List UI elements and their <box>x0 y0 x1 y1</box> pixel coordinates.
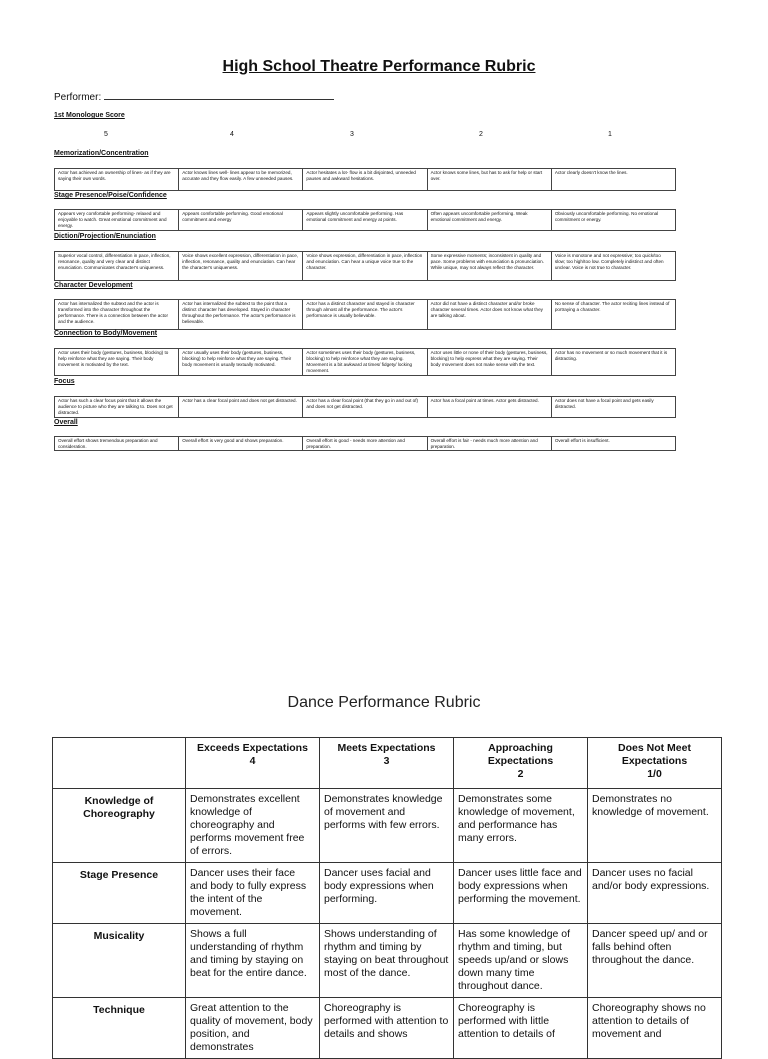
rubric-cell: Appears comfortable performing. Good emotional commitment and energy <box>179 210 303 230</box>
rubric-cell: Actor hesitates a lot- flow is a bit disjointed, unneeded pauses and awkward hesitations. <box>303 169 427 190</box>
dance-header-row <box>53 738 722 789</box>
rubric-cell: Actor does not have a focal point and gets easily distracted. <box>554 398 654 409</box>
table-cell: Has some knowledge of rhythm and timing, but speeds up/and or slows down many time throughout dance. <box>454 924 588 998</box>
section-title: Stage Presence/Poise/Confidence <box>54 192 167 199</box>
rubric-cell: Overall effort is insufficient. <box>554 438 610 443</box>
rubric-cell: Actor has achieved an ownership of lines- as if they are saying their own words. <box>55 169 179 190</box>
rubric-row <box>54 436 676 451</box>
rubric-cell: Actor has internalized the subtext to the point that a distinct character has developed. Stayed in character throughout the performance. The actor's performance is believable. <box>179 300 303 329</box>
performer-label: Performer: <box>54 92 102 103</box>
rubric-cell: Some expressive moments; inconsistent in quality and pace. Some problems with enunciation & pronunciation. While unique, may not always reflect the character. <box>428 252 552 280</box>
rubric-row <box>54 209 676 231</box>
rubric-cell: Appears slightly uncomfortable performing. Has emotional commitment and energy at points. <box>303 210 427 230</box>
rubric-cell: Actor has no movement or so much movement that it is distracting. <box>554 350 668 361</box>
performer-blank-line <box>104 90 334 100</box>
table-cell: Dancer uses their face and body to fully express the intent of the movement. <box>186 863 320 924</box>
rubric-cell: Overall effort shows tremendous preparation and consideration. <box>55 437 179 450</box>
score-scale-row <box>54 131 674 141</box>
header-blank <box>53 738 186 789</box>
section-title: Connection to Body/Movement <box>54 330 158 337</box>
rubric-cell: Actor has internalized the subtext and the actor is transformed into the character throughout the performance. There is a connection between the actor and the audience. <box>55 300 179 329</box>
section-title: Memorization/Concentration <box>54 150 149 157</box>
section-title: Diction/Projection/Enunciation <box>54 233 156 240</box>
section-title: Overall <box>54 419 78 426</box>
rubric-cell: Often appears uncomfortable performing. Weak emotional commitment and energy. <box>428 210 552 230</box>
table-cell: Demonstrates excellent knowledge of choreography and performs movement free of errors. <box>186 789 320 863</box>
section-title: Character Development <box>54 282 133 289</box>
header-approaching <box>454 738 588 789</box>
header-label: Approaching Expectations <box>487 742 554 767</box>
table-cell: Dancer uses facial and body expressions when performing. <box>320 863 454 924</box>
table-cell: Dancer uses no facial and/or body expressions. <box>588 863 722 924</box>
rubric-cell: Voice shows expression, differentiation in pace, inflection and enunciation. Can hear a unique voice true to the character. <box>303 252 427 280</box>
score-5: 5 <box>104 131 108 138</box>
table-cell: Choreography shows no attention to details of movement and <box>588 998 722 1059</box>
rubric-cell: Overall effort is good - needs more attention and preparation. <box>303 437 427 450</box>
table-cell: Demonstrates no knowledge of movement. <box>588 789 722 863</box>
table-cell: Shows a full understanding of rhythm and timing by staying on beat for the entire dance. <box>186 924 320 998</box>
rubric-row <box>54 299 676 330</box>
score-3: 3 <box>350 131 354 138</box>
rubric-row <box>54 168 676 191</box>
table-cell: Dancer speed up/ and or falls behind often throughout the dance. <box>588 924 722 998</box>
table-cell: Demonstrates some knowledge of movement, and performance has many errors. <box>454 789 588 863</box>
rubric-cell: Actor clearly doesn't know the lines. <box>554 170 628 175</box>
monologue-score-label: 1st Monologue Score <box>54 112 125 119</box>
rubric-cell: Actor uses little or none of their body (gestures, business, blocking) to help express what they are saying. Their body movement does not make sense with the text. <box>428 349 552 375</box>
performer-field <box>54 90 334 103</box>
criterion-stage-presence: Stage Presence <box>53 863 186 924</box>
table-cell: Shows understanding of rhythm and timing by staying on beat throughout most of the dance. <box>320 924 454 998</box>
rubric-cell: Overall effort is very good and shows preparation. <box>179 437 303 450</box>
header-meets <box>320 738 454 789</box>
rubric-cell: Actor uses their body (gestures, business, blocking) to help reinforce what they are saying. Their body movement is motivated by the text. <box>55 349 179 375</box>
table-row <box>53 924 722 998</box>
rubric-cell: Actor sometimes uses their body (gestures, business, blocking) to help reinforce what they are saying. Movement is a bit awkward at times/ fidgety/ locking movement. <box>303 349 427 375</box>
rubric-cell: Actor has a distinct character and stayed in character through almost all the performance. The actor's performance is usually believable. <box>303 300 427 329</box>
section-title: Focus <box>54 378 75 385</box>
theatre-rubric-title: High School Theatre Performance Rubric <box>222 58 536 75</box>
rubric-cell: Actor has a clear focal point (that they go in and out of) and does not get distracted. <box>303 397 427 417</box>
rubric-cell: Voice shows excellent expression, differentiation in pace, inflection, resonance, quality and enunciation. Can hear the character's uniqueness. <box>179 252 303 280</box>
table-cell: Dancer uses little face and body expressions when performing the movement. <box>454 863 588 924</box>
table-row <box>53 863 722 924</box>
header-label: Meets Expectations <box>337 742 436 754</box>
rubric-row <box>54 348 676 376</box>
header-score: 4 <box>249 755 256 767</box>
score-4: 4 <box>230 131 234 138</box>
criterion-musicality: Musicality <box>53 924 186 998</box>
header-does-not-meet <box>588 738 722 789</box>
rubric-cell: Actor knows some lines, but has to ask for help or start over. <box>428 169 552 190</box>
rubric-cell: Actor did not have a distinct character and/or broke character several times. Actor does not know what they are talking about. <box>428 300 552 329</box>
rubric-cell: Actor has a clear focal point and does not get distracted. <box>179 397 303 417</box>
score-2: 2 <box>479 131 483 138</box>
dance-rubric-table <box>52 737 722 1059</box>
rubric-cell: Voice is monotone and not expressive; too quick/too slow; too high/too low. Completely indistinct and often unclear. Voice is not true to character. <box>554 253 664 270</box>
table-cell: Great attention to the quality of movement, body position, and demonstrates <box>186 998 320 1059</box>
theatre-rubric-page <box>22 40 736 480</box>
table-row <box>53 998 722 1059</box>
rubric-cell: Appears very comfortable performing- relaxed and enjoyable to watch. Great emotional commitment and energy. <box>55 210 179 230</box>
header-score: 1/0 <box>647 768 662 780</box>
rubric-cell: Overall effort is fair - needs much more attention and preparation. <box>428 437 552 450</box>
rubric-row <box>54 251 676 281</box>
rubric-cell: Superior vocal control, differentiation in pace, inflection, resonance, quality and very clear and distinct enunciation. Communicates character's uniqueness. <box>55 252 179 280</box>
rubric-cell: Actor has a focal point at times. Actor gets distracted. <box>428 397 552 417</box>
rubric-cell: Actor knows lines well- lines appear to be memorized, accurate and they flow easily. A few unneeded pauses. <box>179 169 303 190</box>
header-label: Exceeds Expectations <box>197 742 308 754</box>
header-score: 2 <box>517 768 524 780</box>
rubric-cell: Actor usually uses their body (gestures, business, blocking) to help reinforce what they are saying. Their body movement is usually textually motivated. <box>179 349 303 375</box>
rubric-cell: Actor has such a clear focus point that it allows the audience to picture who they are talking to. Does not get distracted. <box>55 397 179 417</box>
rubric-row <box>54 396 676 418</box>
rubric-cell: No sense of character. The actor reciting lines instead of portraying a character. <box>554 301 670 312</box>
table-cell: Demonstrates knowledge of movement and performs with few errors. <box>320 789 454 863</box>
table-cell: Choreography is performed with little attention to details of <box>454 998 588 1059</box>
score-1: 1 <box>608 131 612 138</box>
table-cell: Choreography is performed with attention to details and shows <box>320 998 454 1059</box>
table-row <box>53 789 722 863</box>
criterion-knowledge-of-choreography: Knowledge of Choreography <box>53 789 186 863</box>
header-exceeds <box>186 738 320 789</box>
rubric-cell: Obviously uncomfortable performing. No emotional commitment or energy. <box>554 211 659 222</box>
criterion-technique: Technique <box>53 998 186 1059</box>
dance-rubric-title: Dance Performance Rubric <box>287 694 481 711</box>
header-label: Does Not Meet Expectations <box>618 742 691 767</box>
header-score: 3 <box>383 755 390 767</box>
